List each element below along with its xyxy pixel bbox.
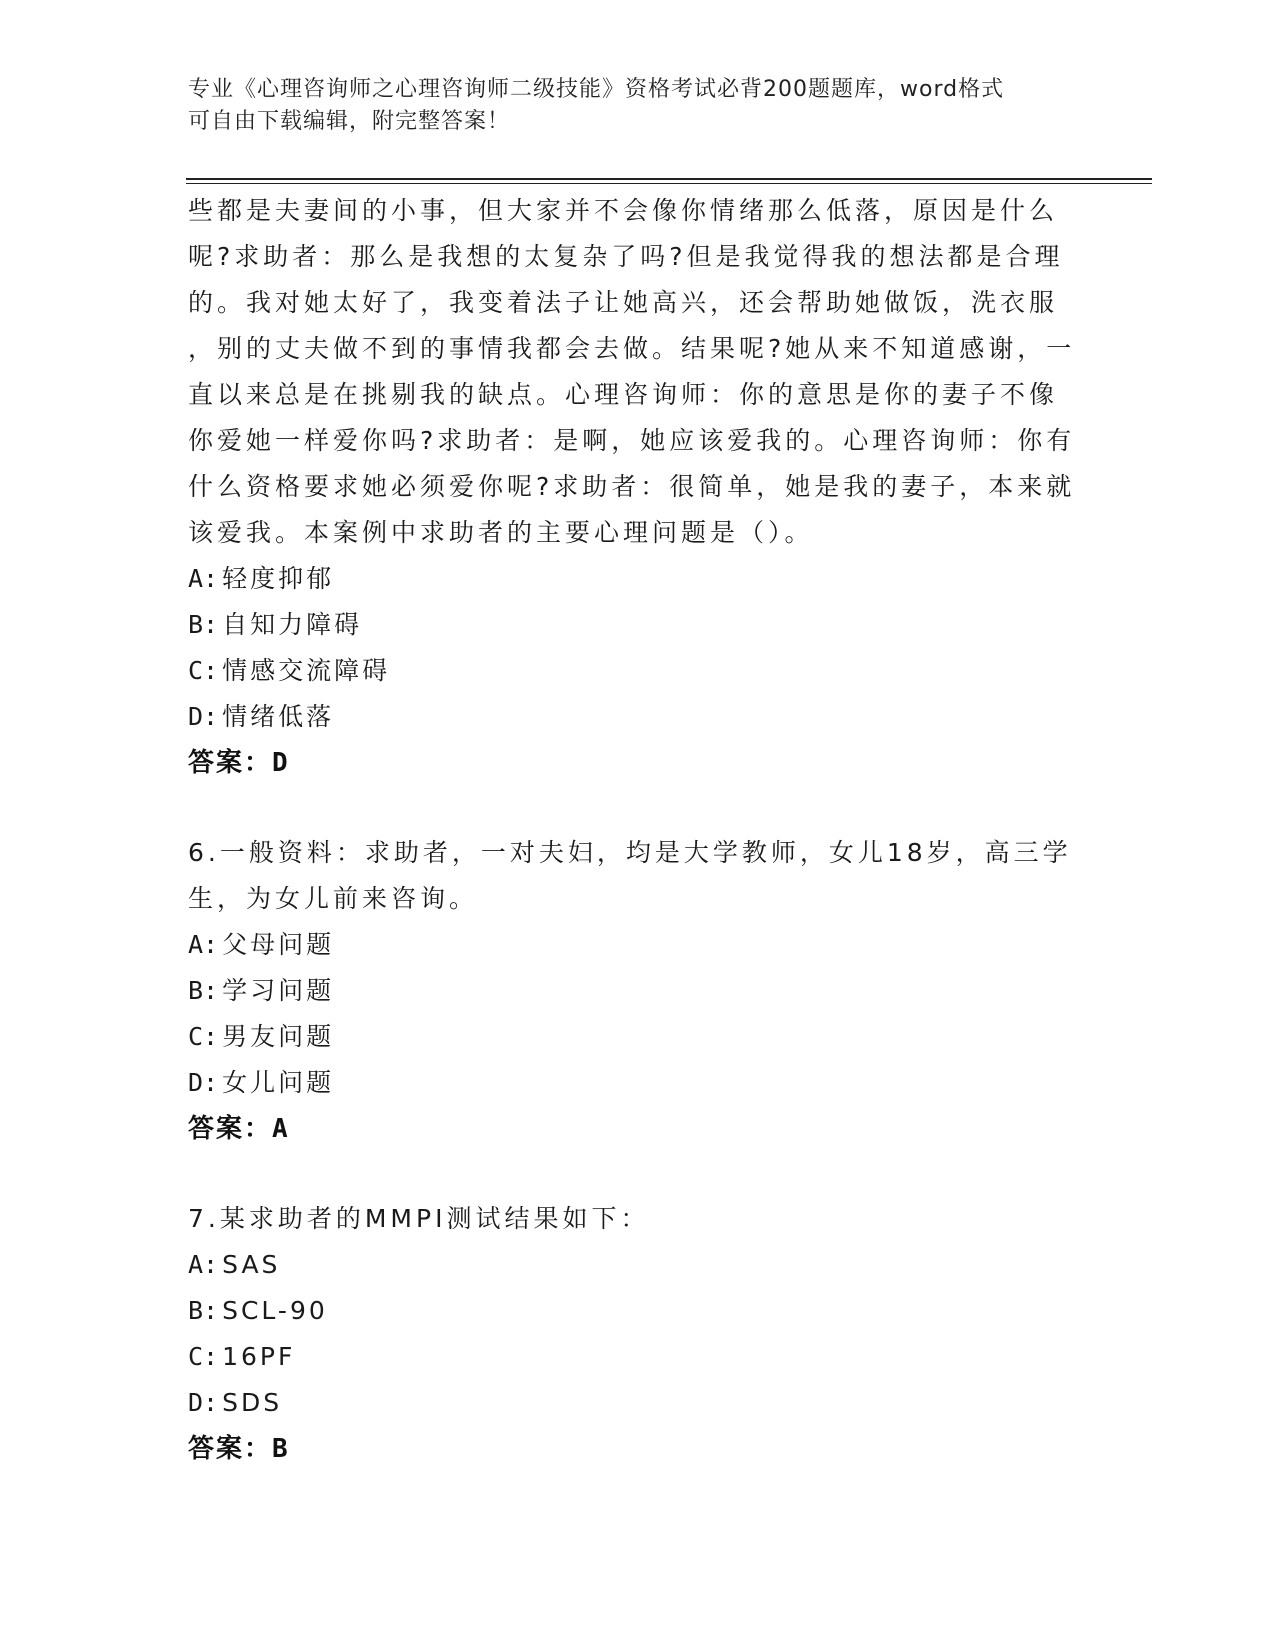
option-letter: B: bbox=[188, 976, 219, 1005]
option-text: 学习问题 bbox=[222, 976, 335, 1005]
option-text: 16PF bbox=[222, 1342, 296, 1371]
spacer bbox=[188, 1152, 1088, 1196]
option-text: 男友问题 bbox=[222, 1022, 335, 1051]
answer-label: 答案： bbox=[188, 1434, 273, 1464]
option-text: 女儿问题 bbox=[222, 1068, 335, 1097]
option-b bbox=[188, 602, 1088, 648]
option-b bbox=[188, 1288, 1088, 1334]
option-letter: D: bbox=[188, 1388, 219, 1417]
question-text-line: 你爱她一样爱你吗?求助者：是啊，她应该爱我的。心理咨询师：你有 bbox=[188, 426, 1076, 455]
option-letter: C: bbox=[188, 1342, 219, 1371]
document-header bbox=[188, 74, 1088, 138]
answer-label: 答案： bbox=[188, 748, 273, 778]
option-text: 自知力障碍 bbox=[222, 610, 363, 639]
header-divider-thick bbox=[186, 178, 1152, 180]
question-text-line: 直以来总是在挑剔我的缺点。心理咨询师：你的意思是你的妻子不像 bbox=[188, 380, 1059, 409]
option-letter: B: bbox=[188, 1296, 219, 1325]
option-c bbox=[188, 1014, 1088, 1060]
spacer bbox=[188, 786, 1088, 830]
option-d bbox=[188, 1060, 1088, 1106]
option-text: SDS bbox=[222, 1388, 283, 1417]
header-line-2: 可自由下载编辑，附完整答案！ bbox=[188, 109, 511, 134]
option-a bbox=[188, 922, 1088, 968]
question-text-line: 6.一般资料：求助者，一对夫妇，均是大学教师，女儿18岁，高三学 bbox=[188, 838, 1072, 867]
option-text: 轻度抑郁 bbox=[222, 564, 335, 593]
option-text: SAS bbox=[222, 1250, 281, 1279]
question-7 bbox=[188, 1196, 1088, 1472]
question-text-line: 呢?求助者：那么是我想的太复杂了吗?但是我觉得我的想法都是合理 bbox=[188, 242, 1064, 271]
question-text-line: 什么资格要求她必须爱你呢?求助者：很简单，她是我的妻子，本来就 bbox=[188, 472, 1076, 501]
option-c bbox=[188, 1334, 1088, 1380]
option-letter: A: bbox=[188, 564, 219, 593]
option-c bbox=[188, 648, 1088, 694]
header-line-1: 专业《心理咨询师之心理咨询师二级技能》资格考试必背200题题库，word格式 bbox=[188, 77, 1005, 102]
option-d bbox=[188, 1380, 1088, 1426]
question-text-line: 该爱我。本案例中求助者的主要心理问题是（）。 bbox=[188, 518, 814, 547]
option-a bbox=[188, 556, 1088, 602]
option-b bbox=[188, 968, 1088, 1014]
answer-value: D bbox=[272, 748, 290, 778]
option-a bbox=[188, 1242, 1088, 1288]
question-text-line: 的。我对她太好了，我变着法子让她高兴，还会帮助她做饭，洗衣服 bbox=[188, 288, 1059, 317]
answer-value: B bbox=[272, 1434, 290, 1464]
answer-line bbox=[188, 740, 1088, 786]
answer-line bbox=[188, 1106, 1088, 1152]
question-5 bbox=[188, 188, 1088, 786]
question-text-line: 生，为女儿前来咨询。 bbox=[188, 884, 479, 913]
answer-line bbox=[188, 1426, 1088, 1472]
option-letter: D: bbox=[188, 1068, 219, 1097]
question-text-line: 7.某求助者的MMPI测试结果如下： bbox=[188, 1204, 650, 1233]
option-text: 情绪低落 bbox=[222, 702, 335, 731]
option-letter: D: bbox=[188, 702, 219, 731]
option-d bbox=[188, 694, 1088, 740]
page-content bbox=[188, 188, 1088, 1472]
question-6 bbox=[188, 830, 1088, 1152]
option-text: 父母问题 bbox=[222, 930, 335, 959]
option-letter: C: bbox=[188, 1022, 219, 1051]
option-letter: A: bbox=[188, 1250, 219, 1279]
option-text: SCL-90 bbox=[222, 1296, 328, 1325]
option-letter: A: bbox=[188, 930, 219, 959]
answer-label: 答案： bbox=[188, 1114, 273, 1144]
question-text-line: 些都是夫妻间的小事，但大家并不会像你情绪那么低落，原因是什么 bbox=[188, 196, 1059, 225]
option-text: 情感交流障碍 bbox=[222, 656, 391, 685]
answer-value: A bbox=[272, 1114, 290, 1144]
option-letter: B: bbox=[188, 610, 219, 639]
header-divider-thin bbox=[186, 183, 1152, 184]
option-letter: C: bbox=[188, 656, 219, 685]
question-text-line: ，别的丈夫做不到的事情我都会去做。结果呢?她从来不知道感谢，一 bbox=[188, 334, 1076, 363]
